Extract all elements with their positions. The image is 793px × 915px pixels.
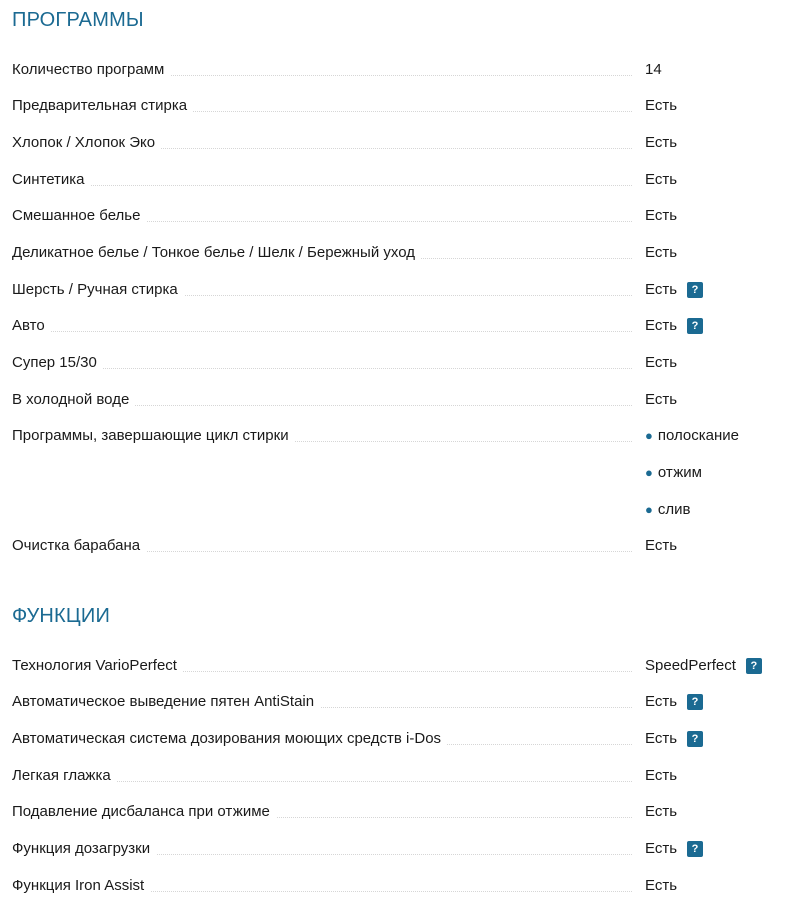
bullet-item-drain [645,498,690,522]
bullet-dot-icon: ● [645,428,653,443]
section-title-functions: ФУНКЦИИ [12,605,111,627]
help-icon[interactable]: ? [687,694,703,710]
help-icon[interactable]: ? [687,731,703,747]
spec-value [645,314,703,338]
spec-label: Функция дозагрузки [12,837,156,861]
spec-value-text: Есть [645,537,678,554]
spec-row-program-count [12,58,782,82]
spec-row-imbalance [12,800,782,824]
spec-label: Супер 15/30 [12,351,103,375]
spec-row-wool [12,278,782,302]
spec-label: Синтетика [12,168,91,192]
spec-label: Хлопок / Хлопок Эко [12,131,161,155]
spec-row-easy-iron [12,764,782,788]
spec-label: Легкая глажка [12,764,117,788]
help-icon[interactable]: ? [687,841,703,857]
spec-value [645,764,677,788]
spec-label: Авто [12,314,51,338]
spec-value [645,800,677,824]
spec-label: Функция Iron Assist [12,874,150,898]
spec-value-text: Есть [645,207,678,224]
bullet-dot-icon: ● [645,502,653,517]
spec-value-text: Есть [645,171,678,188]
spec-row-idos [12,727,782,751]
spec-value [645,131,677,155]
spec-value-text: Есть [645,840,678,857]
spec-value [645,654,762,678]
bullet-text: полоскание [657,427,739,444]
spec-value [645,58,662,82]
spec-label: Автоматическое выведение пятен AntiStain [12,690,320,714]
spec-row-super [12,351,782,375]
spec-label: Очистка барабана [12,534,146,558]
spec-row-drum-clean [12,534,782,558]
bullet-text: слив [657,501,691,518]
spec-label: Автоматическая система дозирования моющих средств i-Dos [12,727,447,751]
spec-value [645,241,677,265]
spec-value [645,534,677,558]
spec-value [645,168,677,192]
spec-value-text: Есть [645,877,678,894]
help-icon[interactable]: ? [746,658,762,674]
spec-value [645,690,703,714]
spec-value [645,94,677,118]
spec-row-prewash [12,94,782,118]
spec-value-text: SpeedPerfect [645,657,736,674]
bullet-dot-icon: ● [645,465,653,480]
spec-row-auto [12,314,782,338]
spec-label: Технология VarioPerfect [12,654,183,678]
spec-row-cotton [12,131,782,155]
spec-label: Подавление дисбаланса при отжиме [12,800,276,824]
spec-value-text: Есть [645,244,678,261]
spec-row-cold-water [12,388,782,412]
spec-row-antistain [12,690,782,714]
spec-value [645,837,703,861]
spec-value-text: Есть [645,391,678,408]
bullet-text: отжим [657,464,702,481]
dotted-leader [12,368,632,369]
spec-value-text: Есть [645,767,678,784]
spec-value [645,204,677,228]
bullet-item-spin [645,461,702,485]
help-icon[interactable]: ? [687,318,703,334]
spec-value-text: Есть [645,97,678,114]
dotted-leader [12,331,632,332]
spec-value [645,727,703,751]
spec-value-text: Есть [645,134,678,151]
spec-row-delicate [12,241,782,265]
spec-value-text: Есть [645,281,678,298]
spec-value-text: Есть [645,354,678,371]
spec-value-text: 14 [645,61,662,78]
spec-value-text: Есть [645,693,678,710]
spec-value [645,351,677,375]
spec-row-reload [12,837,782,861]
spec-label: Количество программ [12,58,170,82]
spec-row-synthetics [12,168,782,192]
spec-label: Предварительная стирка [12,94,193,118]
spec-value-text: Есть [645,803,678,820]
spec-row-iron-assist [12,874,782,898]
help-icon[interactable]: ? [687,282,703,298]
section-title-programs: ПРОГРАММЫ [12,9,144,31]
spec-label: В холодной воде [12,388,135,412]
spec-label: Деликатное белье / Тонкое белье / Шелк / Бережный уход [12,241,421,265]
spec-row-varioperfect [12,654,782,678]
spec-value-text: Есть [645,317,678,334]
spec-value-text: Есть [645,730,678,747]
bullet-item-rinse [645,424,739,448]
spec-value [645,278,703,302]
spec-row-mixed [12,204,782,228]
spec-label: Смешанное белье [12,204,146,228]
spec-label: Шерсть / Ручная стирка [12,278,184,302]
spec-value [645,874,677,898]
spec-label: Программы, завершающие цикл стирки [12,424,295,448]
dotted-leader [12,185,632,186]
spec-value [645,388,677,412]
